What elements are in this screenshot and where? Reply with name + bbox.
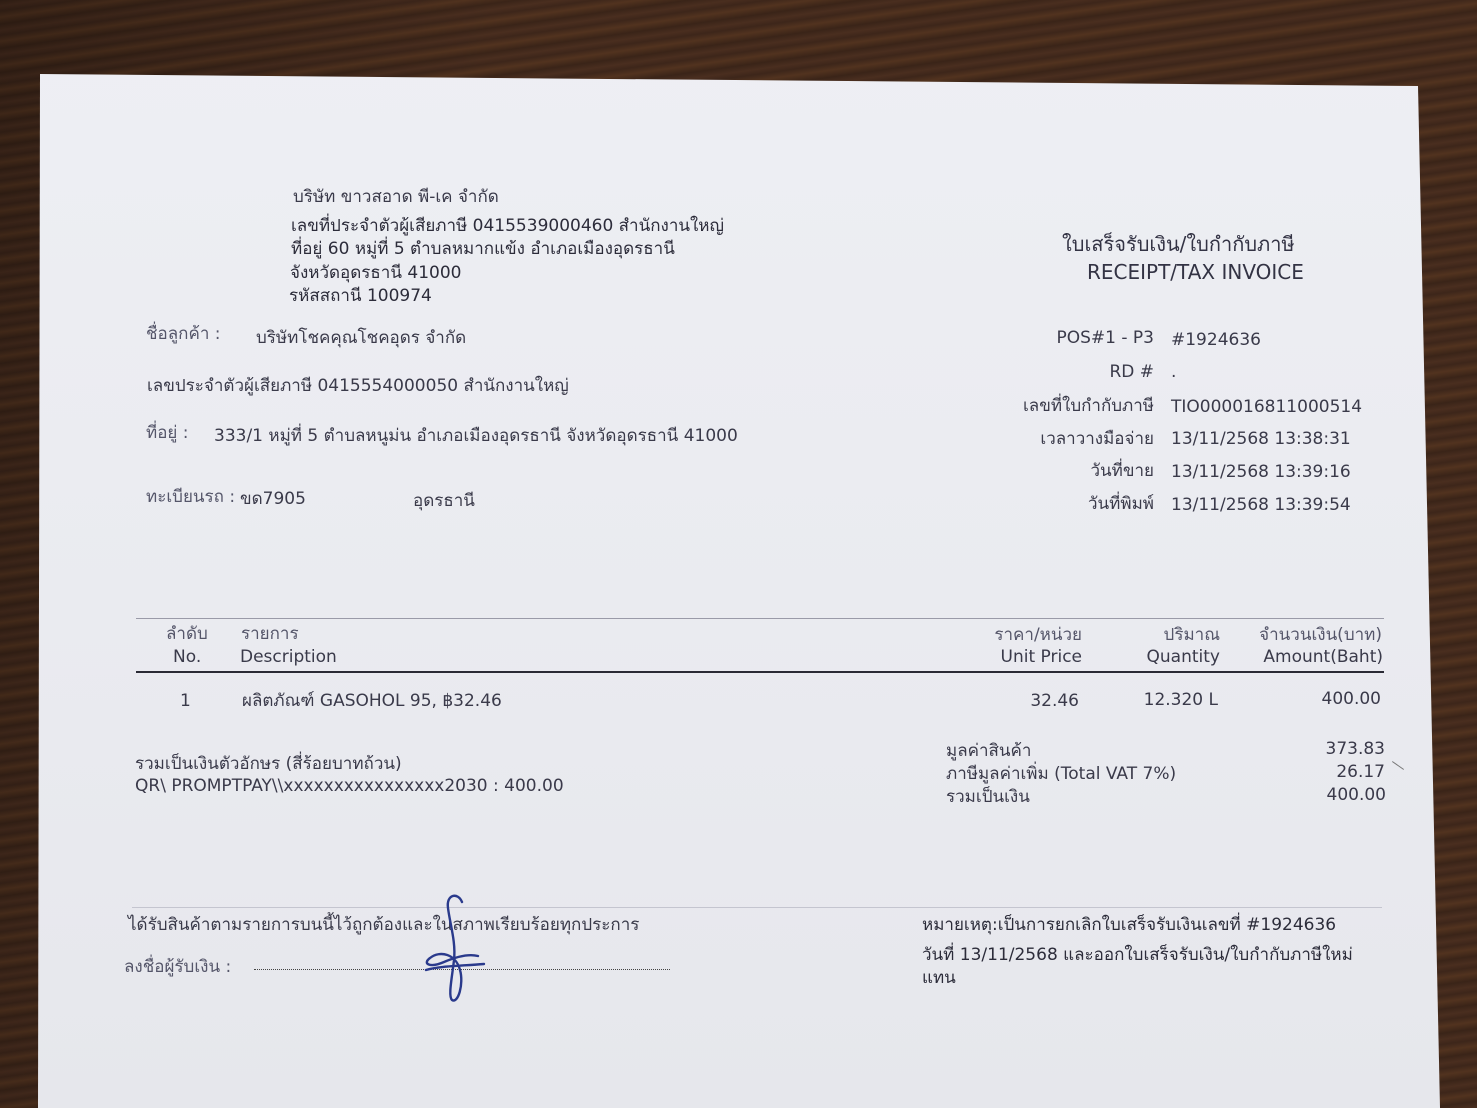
vat-value: 26.17 (1336, 762, 1385, 782)
doc-info-value-pos: #1924636 (1171, 330, 1261, 350)
col-header-unit-price: Unit Price (1000, 647, 1082, 667)
row-quantity: 12.320 L (1143, 690, 1218, 710)
row-description: ผลิตภัณฑ์ GASOHOL 95, ฿32.46 (242, 691, 502, 711)
company-tax-id: เลขที่ประจำตัวผู้เสียภาษี 0415539000460 สำนักงานใหญ่ (291, 216, 724, 236)
row-amount: 400.00 (1321, 689, 1381, 709)
col-header-amount-th: จำนวนเงิน(บาท) (1259, 625, 1382, 645)
doc-info-label-pos: POS#1 - P3 (1056, 328, 1154, 348)
doc-info-label-nozzle-time: เวลาวางมือจ่าย (1040, 429, 1154, 449)
customer-name-value: บริษัทโชคคุณโชคอุดร จำกัด (256, 328, 467, 348)
footer-rule (132, 907, 1382, 908)
plate-value: ขด7905 (240, 489, 306, 509)
doc-info-value-print-date: 13/11/2568 13:39:54 (1171, 495, 1351, 515)
row-unit-price: 32.46 (1030, 691, 1079, 711)
total-label: รวมเป็นเงิน (946, 787, 1030, 807)
doc-info-label-tax-invoice-no: เลขที่ใบกำกับภาษี (1022, 396, 1154, 416)
col-header-description-th: รายการ (241, 624, 299, 644)
payment-line: QR\ PROMPTPAY\\xxxxxxxxxxxxxxxx2030 : 400.00 (135, 776, 564, 796)
station-code: รหัสสถานี 100974 (289, 286, 432, 306)
plate-label: ทะเบียนรถ : (146, 487, 236, 507)
company-name: บริษัท ขาวสอาด พี-เค จำกัด (293, 187, 499, 207)
total-value: 400.00 (1326, 785, 1386, 805)
doc-info-value-sale-date: 13/11/2568 13:39:16 (1171, 462, 1351, 482)
subtotal-label: มูลค่าสินค้า (946, 741, 1032, 761)
doc-info-label-sale-date: วันที่ขาย (1090, 461, 1154, 481)
col-header-amount: Amount(Baht) (1263, 647, 1383, 667)
customer-tax-id: เลขประจำตัวผู้เสียภาษี 0415554000050 สำนักงานใหญ่ (147, 376, 569, 396)
handwritten-signature (400, 880, 490, 1010)
col-header-no-th: ลำดับ (166, 624, 208, 644)
doc-info-value-nozzle-time: 13/11/2568 13:38:31 (1171, 429, 1351, 449)
col-header-quantity-th: ปริมาณ (1163, 625, 1220, 645)
plate-province: อุดรธานี (413, 491, 475, 511)
vat-label: ภาษีมูลค่าเพิ่ม (Total VAT 7%) (946, 764, 1177, 784)
company-address-2: จังหวัดอุดรธานี 41000 (290, 263, 462, 283)
doc-title-english: RECEIPT/TAX INVOICE (1087, 260, 1304, 284)
company-address-1: ที่อยู่ 60 หมู่ที่ 5 ตำบลหมากแข้ง อำเภอเมืองอุดรธานี (291, 239, 675, 259)
doc-info-label-rd: RD # (1109, 362, 1154, 382)
doc-title-thai: ใบเสร็จรับเงิน/ใบกำกับภาษี (1062, 232, 1295, 256)
received-statement: ได้รับสินค้าตามรายการบนนี้ไว้ถูกต้องและในสภาพเรียบร้อยทุกประการ (128, 915, 640, 935)
customer-address-value: 333/1 หมู่ที่ 5 ตำบลหนูม่น อำเภอเมืองอุดรธานี จังหวัดอุดรธานี 41000 (214, 426, 738, 446)
table-header-rule (136, 671, 1384, 673)
remark-line-2: วันที่ 13/11/2568 และออกใบเสร็จรับเงิน/ใบกำกับภาษีใหม่ (922, 945, 1353, 965)
subtotal-value: 373.83 (1325, 739, 1385, 759)
col-header-quantity: Quantity (1146, 647, 1220, 667)
customer-address-label: ที่อยู่ : (146, 423, 189, 443)
doc-info-value-tax-invoice-no: TIO000016811000514 (1171, 397, 1363, 417)
table-top-rule (136, 618, 1384, 619)
row-no: 1 (180, 691, 191, 711)
col-header-no: No. (173, 647, 202, 667)
col-header-unit-price-th: ราคา/หน่วย (994, 625, 1082, 645)
customer-name-label: ชื่อลูกค้า : (146, 324, 221, 344)
col-header-description: Description (240, 647, 337, 667)
remark-line-1: หมายเหตุ:เป็นการยกเลิกใบเสร็จรับเงินเลขที่ #1924636 (922, 915, 1337, 935)
amount-in-words: รวมเป็นเงินตัวอักษร (สี่ร้อยบาทถ้วน) (135, 754, 402, 774)
doc-info-label-print-date: วันที่พิมพ์ (1088, 494, 1154, 514)
remark-line-3: แทน (922, 968, 956, 988)
signature-label: ลงชื่อผู้รับเงิน : (124, 957, 232, 977)
doc-info-value-rd: . (1171, 362, 1177, 382)
